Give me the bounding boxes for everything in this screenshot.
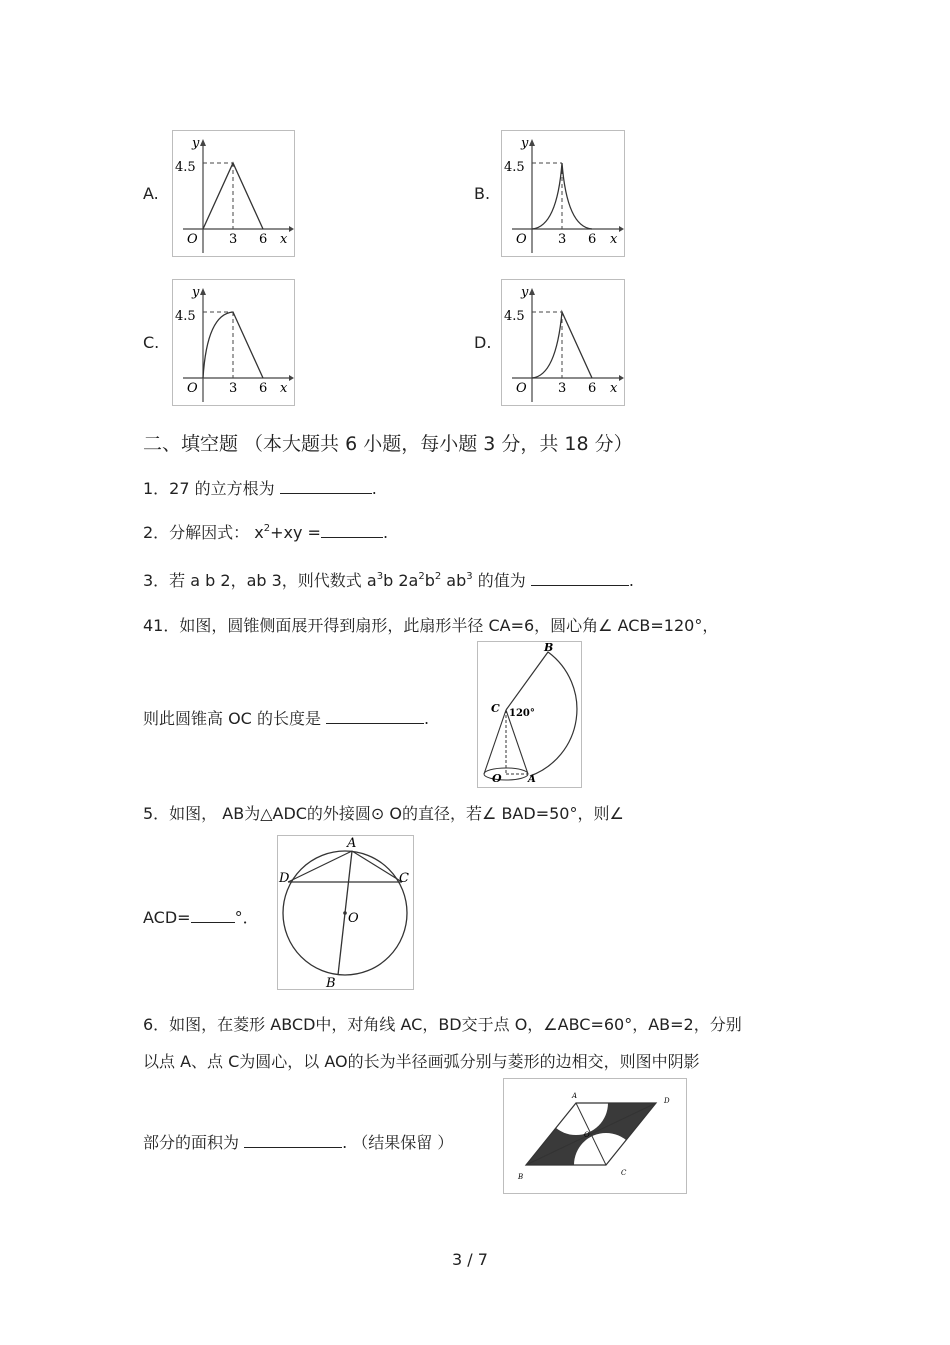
option-d-label: D. — [474, 333, 492, 352]
point-o-label: O — [492, 772, 502, 785]
question-5-line-1: 5．如图， AB为△ADC的外接圆⊙ O的直径，若∠ BAD=50°，则∠ — [143, 804, 624, 823]
circle-figure — [277, 835, 414, 990]
option-b-graph — [501, 130, 625, 257]
point-d-label: D — [279, 871, 290, 886]
origin-label: O — [516, 381, 527, 396]
x1-label: 3 — [558, 381, 567, 396]
question-5-end: °． — [234, 908, 259, 927]
question-3-part: ab — [441, 571, 467, 590]
question-4-end: . — [424, 709, 430, 728]
question-2 — [143, 520, 388, 543]
point-b-label: B — [326, 976, 336, 989]
option-b-label: B. — [474, 184, 491, 203]
question-2-expr: +xy = — [270, 523, 321, 542]
point-c-label: C — [399, 871, 409, 886]
option-a-graph — [172, 130, 295, 257]
point-b-label: B — [518, 1173, 524, 1181]
angle-label: 120° — [509, 708, 535, 719]
option-a-label: A. — [143, 184, 159, 203]
question-6-line-1: 6．如图，在菱形 ABCD中，对角线 AC，BD交于点 O，∠ABC=60°，AB=2，分别 — [143, 1015, 742, 1034]
answer-blank — [531, 571, 629, 586]
answer-blank — [191, 908, 235, 923]
question-3-part: b — [424, 571, 435, 590]
answer-blank — [244, 1133, 342, 1148]
x-axis-label: x — [280, 381, 288, 396]
question-1-end: . — [371, 479, 377, 498]
origin-label: O — [187, 232, 198, 247]
question-6-text: 部分的面积为 — [143, 1133, 245, 1152]
x2-label: 6 — [259, 232, 268, 247]
question-3 — [143, 568, 634, 591]
question-1-text: 1．27 的立方根为 — [143, 479, 280, 498]
point-c-label: C — [491, 702, 500, 715]
y-axis-label: y — [192, 285, 200, 300]
question-6-end: . （结果保留 ） — [342, 1133, 454, 1152]
point-a-label: A — [572, 1092, 578, 1100]
exponent: 2 — [418, 571, 425, 582]
y-axis-label: y — [521, 285, 529, 300]
x-axis-label: x — [610, 232, 618, 247]
question-3-part: b 2a — [383, 571, 419, 590]
exponent: 2 — [434, 571, 442, 582]
x2-label: 6 — [259, 381, 268, 396]
origin-label: O — [187, 381, 198, 396]
answer-blank — [321, 523, 383, 538]
ymax-label: 4.5 — [175, 309, 196, 324]
question-3-end: . — [628, 571, 634, 590]
point-a-label: A — [347, 836, 357, 851]
question-4-line-2 — [143, 706, 429, 729]
question-2-end: . — [382, 523, 389, 542]
y-axis-label: y — [192, 136, 200, 151]
question-4-text: 则此圆锥高 OC 的长度是 — [143, 709, 327, 728]
question-6-line-2: 以点 A、点 C为圆心，以 AO的长为半径画弧分别与菱形的边相交，则图中阴影 — [143, 1052, 700, 1071]
exponent: 3 — [376, 571, 384, 582]
answer-blank — [280, 479, 372, 494]
point-o-label: O — [584, 1131, 590, 1139]
page-number: 3 / 7 — [452, 1250, 488, 1269]
point-a-label: A — [528, 774, 536, 785]
option-d-graph — [501, 279, 625, 406]
question-4-line-1: 41．如图，圆锥侧面展开得到扇形，此扇形半径 CA=6，圆心角∠ ACB=120°， — [143, 616, 719, 635]
exponent: 3 — [466, 571, 473, 582]
option-c-graph — [172, 279, 295, 406]
exponent: 2 — [263, 523, 271, 534]
point-d-label: D — [664, 1097, 670, 1105]
answer-blank — [326, 709, 424, 724]
point-o-label: O — [348, 911, 359, 926]
ymax-label: 4.5 — [504, 160, 525, 175]
origin-label: O — [516, 232, 527, 247]
question-2-prefix: 2．分解因式： x — [143, 523, 264, 542]
cone-sector-figure — [477, 641, 582, 788]
section-heading: 二、填空题 （本大题共 6 小题，每小题 3 分，共 18 分） — [143, 433, 633, 455]
x1-label: 3 — [229, 381, 238, 396]
x2-label: 6 — [588, 232, 597, 247]
x1-label: 3 — [558, 232, 567, 247]
x1-label: 3 — [229, 232, 238, 247]
question-1 — [143, 476, 377, 499]
rhombus-figure — [503, 1078, 687, 1194]
option-c-label: C. — [143, 333, 160, 352]
ymax-label: 4.5 — [504, 309, 525, 324]
question-3-part: 的值为 — [472, 571, 531, 590]
x2-label: 6 — [588, 381, 597, 396]
x-axis-label: x — [280, 232, 288, 247]
question-5-text: ACD= — [143, 908, 191, 927]
ymax-label: 4.5 — [175, 160, 196, 175]
question-5-line-2 — [143, 905, 259, 928]
question-6-line-3 — [143, 1130, 453, 1153]
question-3-prefix: 3．若 a b 2，ab 3，则代数式 a — [143, 571, 377, 590]
point-c-label: C — [621, 1169, 627, 1177]
y-axis-label: y — [521, 136, 529, 151]
x-axis-label: x — [610, 381, 618, 396]
point-b-label: B — [544, 642, 554, 654]
